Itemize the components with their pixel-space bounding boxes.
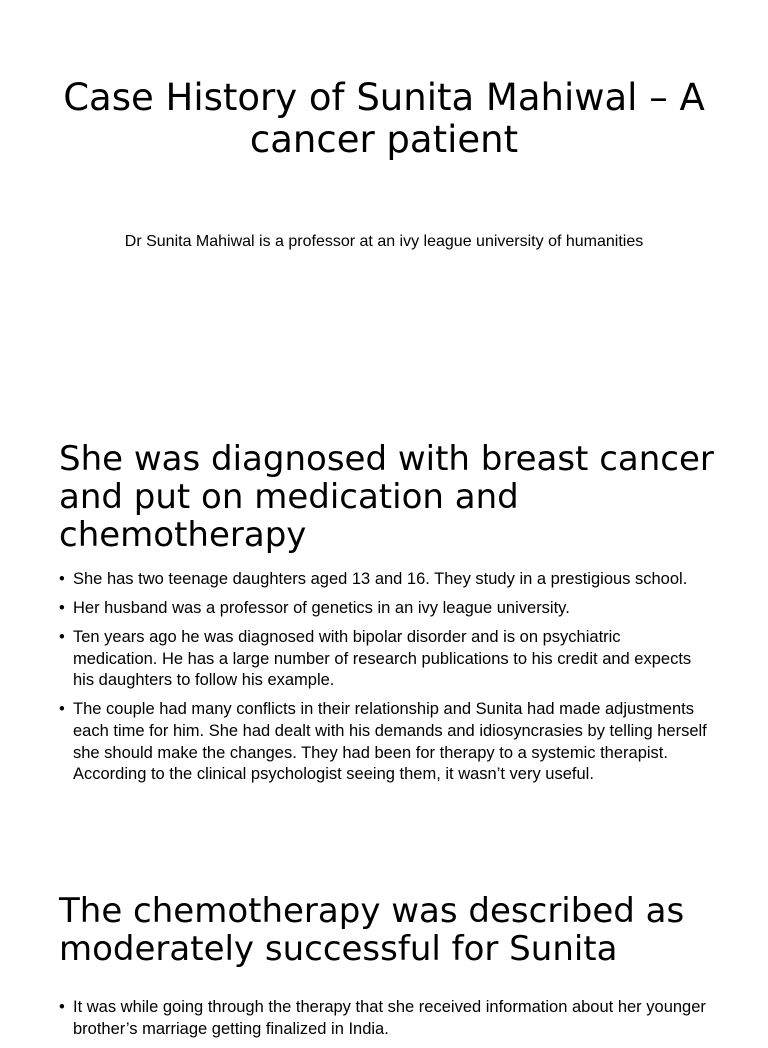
- slide-heading: The chemotherapy was described as moderately successful for Sunita: [59, 891, 685, 969]
- bullet-list: [59, 569, 709, 793]
- bullet-icon: •: [59, 628, 65, 647]
- list-item: [59, 627, 709, 692]
- list-item: [59, 598, 709, 620]
- list-item: [59, 699, 709, 785]
- bullet-icon: •: [59, 570, 65, 588]
- list-item-text: She has two teenage daughters aged 13 and 16. They study in a prestigious school.: [73, 570, 688, 588]
- bullet-icon: •: [59, 998, 65, 1016]
- title-slide: [0, 0, 768, 400]
- bullet-icon: •: [59, 599, 65, 618]
- bullet-icon: •: [59, 700, 65, 719]
- chemotherapy-slide: [0, 860, 768, 1038]
- list-item-text: Her husband was a professor of genetics in an ivy league university.: [73, 599, 570, 618]
- slide-heading: She was diagnosed with breast cancer and put on medication and chemotherapy: [59, 439, 714, 555]
- bullet-list: [59, 997, 709, 1048]
- list-item-text: It was while going through the therapy that she received information about her younger brother’s marriage getting finalized in India.: [73, 998, 706, 1038]
- list-item-text: The couple had many conflicts in their relationship and Sunita had made adjustments each time for him. She had dealt with his demands and idiosyncrasies by telling herself she should make the changes. They had been for therapy to a systemic therapist. According to the clinical psychologist seeing them, it wasn’t very useful.: [73, 700, 707, 784]
- diagnosis-slide: [0, 400, 768, 860]
- list-item: [59, 997, 709, 1040]
- list-item-text: Ten years ago he was diagnosed with bipolar disorder and is on psychiatric medication. He has a large number of research publications to his credit and expects his daughters to follow his example.: [73, 628, 692, 690]
- slide-title: Case History of Sunita Mahiwal – A cancer patient: [63, 76, 705, 161]
- slide-subtitle: Dr Sunita Mahiwal is a professor at an ivy league university of humanities: [124, 233, 644, 250]
- list-item: [59, 569, 709, 591]
